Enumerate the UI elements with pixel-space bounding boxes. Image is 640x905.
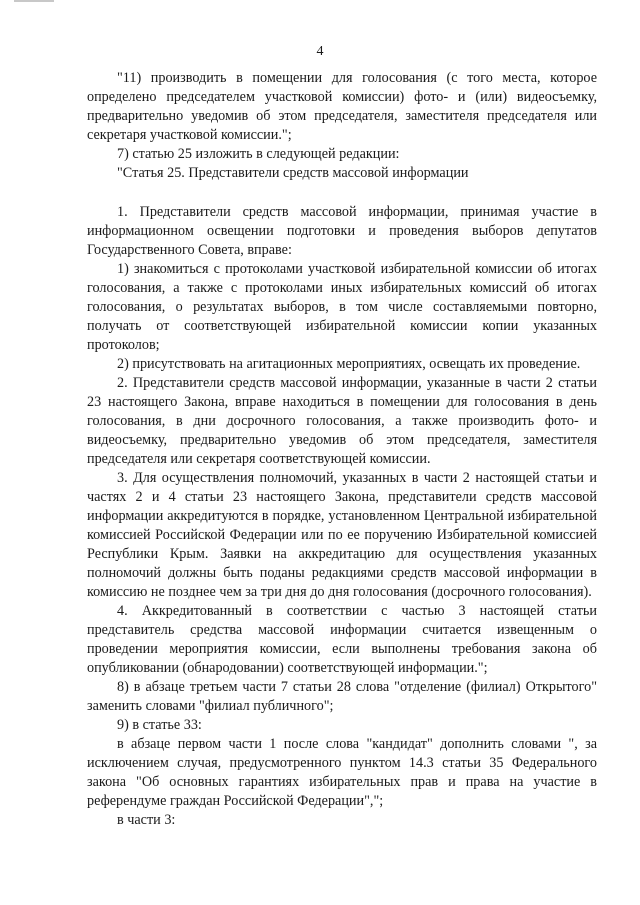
article-25-part-2: 2. Представители средств массовой информации, указанные в части 2 статьи 23 настоящего Закона, вправе находиться в помещении для голосования в день голосования, в дни досрочного голосования, а также производить фото- и видеосъемку, предварительно уведомив об этом председателя, заместителя председателя или секретаря соответствующей комиссии. — [87, 375, 597, 467]
paragraph-item-9-part-1: в абзаце первом части 1 после слова "кандидат" дополнить словами ", за исключением случая, предусмотренного пунктом 14.3 статьи 35 Федерального закона "Об основных гарантиях избирательных прав и права на участие в референдуме граждан Российской Федерации","; — [87, 736, 597, 809]
page-number: 4 — [316, 44, 324, 59]
article-25-part-3: 3. Для осуществления полномочий, указанных в части 2 настоящей статьи и частях 2 и 4 статьи 23 настоящего Закона, представители средств массовой информации аккредитуются в порядке, установленном Центральной избирательной комиссией Российской Федерации или по ее поручению Избирательной комиссией Республики Крым. Заявки на аккредитацию для осуществления указанных полномочий должны быть поданы редакциями средств массовой информации в комиссию не позднее чем за три дня до дня голосования (досрочного голосования). — [87, 470, 597, 600]
scan-corner-mark — [14, 0, 54, 6]
article-25-part-1-item-1: 1) знакомиться с протоколами участковой избирательной комиссии об итогах голосования, а также с протоколами иных избирательных комиссий об итогах голосования, о результатах выборов, в том числе составляемыми повторно, получать от соответствующей избирательной комиссии копии указанных протоколов; — [87, 261, 597, 353]
article-25-part-1-item-2: 2) присутствовать на агитационных мероприятиях, освещать их проведение. — [117, 356, 581, 372]
document-body — [87, 69, 597, 830]
article-25-part-4: 4. Аккредитованный в соответствии с частью 3 настоящей статьи представитель средства массовой информации считается извещенным о проведении мероприятия комиссии, если выполнены требования закона об опубликовании (обнародовании) соответствующей информации."; — [87, 603, 597, 676]
paragraph-item-7-intro: 7) статью 25 изложить в следующей редакции: — [117, 146, 400, 162]
article-25-part-1: 1. Представители средств массовой информации, принимая участие в информационном освещении подготовки и проведения выборов депутатов Государственного Совета, вправе: — [87, 204, 597, 258]
paragraph-item-9: 9) в статье 33: — [117, 717, 202, 733]
paragraph-item-11: "11) производить в помещении для голосования (с того места, которое определено председателем участковой комиссии) фото- и (или) видеосъемку, предварительно уведомив об этом председателя, заместителя председателя или секретаря участковой комиссии."; — [87, 70, 597, 143]
paragraph-item-9-part-3: в части 3: — [117, 812, 176, 828]
article-25-heading: "Статья 25. Представители средств массовой информации — [117, 165, 469, 181]
paragraph-item-8: 8) в абзаце третьем части 7 статьи 28 слова "отделение (филиал) Открытого" заменить словами "филиал публичного"; — [87, 679, 597, 714]
